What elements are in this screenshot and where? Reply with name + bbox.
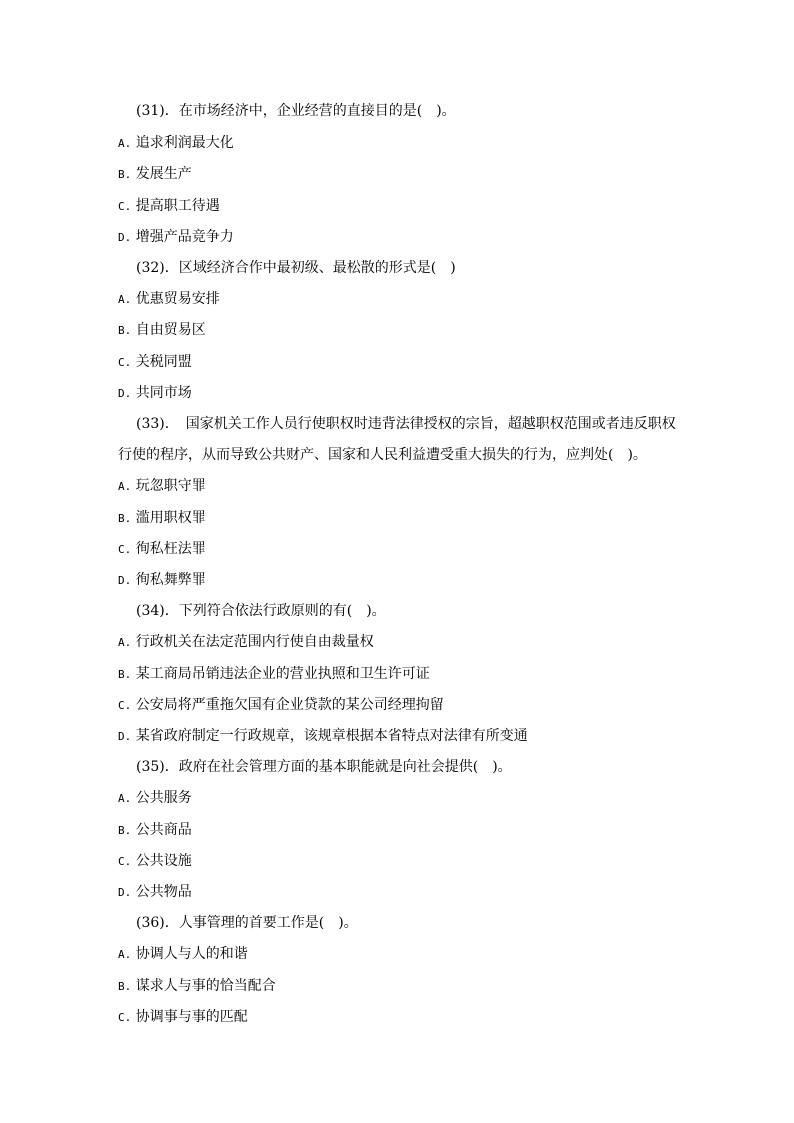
question-35-option-a [118,789,192,808]
option-text: 徇私枉法罪 [135,541,206,557]
option-letter: B. [118,668,132,681]
option-text: 公共物品 [135,884,192,900]
option-letter: A. [118,948,132,961]
option-text: 某工商局吊销违法企业的营业执照和卫生许可证 [135,666,430,682]
option-letter: B. [118,168,132,181]
question-32-option-d [118,384,192,403]
option-text: 公共服务 [135,790,192,806]
question-32-stem: (32)．区域经济合作中最初级、最松散的形式是( ) [136,260,456,276]
option-text: 增强产品竞争力 [135,229,234,245]
option-text: 共同市场 [135,385,192,401]
option-text: 滥用职权罪 [135,510,206,526]
option-letter: C. [118,1011,132,1024]
question-34-stem: (34)．下列符合依法行政原则的有( )。 [136,603,386,619]
option-text: 追求利润最大化 [135,135,234,151]
question-35-stem: (35)．政府在社会管理方面的基本职能就是向社会提供( )。 [136,759,512,775]
question-35-option-c [118,852,192,871]
question-33-option-b [118,509,206,528]
question-34-option-a [118,633,374,652]
option-letter: C. [118,543,132,556]
option-text: 发展生产 [135,166,192,182]
option-letter: A. [118,293,132,306]
option-letter: B. [118,324,132,337]
question-33-option-d [118,571,206,590]
option-text: 某省政府制定一行政规章，该规章根据本省特点对法律有所变通 [135,728,528,744]
question-31-option-b [118,165,192,184]
option-letter: C. [118,200,132,213]
question-35-option-d [118,883,192,902]
question-33-stem-line-2: 行使的程序，从而导致公共财产、国家和人民利益遭受重大损失的行为，应判处( )。 [118,447,647,463]
option-text: 公共商品 [135,822,192,838]
option-letter: B. [118,512,132,525]
option-letter: D. [118,231,132,244]
question-32-option-c [118,353,192,372]
option-text: 协调事与事的匹配 [135,1009,248,1025]
question-36-option-a [118,945,248,964]
option-letter: D. [118,387,132,400]
option-text: 徇私舞弊罪 [135,572,206,588]
question-35-option-b [118,821,192,840]
option-letter: A. [118,792,132,805]
option-text: 自由贸易区 [135,322,206,338]
question-31-option-a [118,134,234,153]
option-letter: D. [118,574,132,587]
question-32-option-a [118,290,220,309]
question-36-option-b [118,977,276,996]
question-31-option-d [118,228,234,247]
option-letter: D. [118,886,132,899]
option-text: 关税同盟 [135,354,192,370]
question-32-option-b [118,321,206,340]
option-letter: B. [118,824,132,837]
question-31-stem: (31)．在市场经济中，企业经营的直接目的是( )。 [136,103,456,119]
option-text: 谋求人与事的恰当配合 [135,978,276,994]
question-36-option-c [118,1008,248,1027]
question-33-option-a [118,477,206,496]
question-34-option-b [118,665,430,684]
option-letter: C. [118,699,132,712]
question-33-stem-line-1: (33)． 国家机关工作人员行使职权时违背法律授权的宗旨，超越职权范围或者违反职权 [136,416,676,432]
question-31-option-c [118,197,220,216]
option-letter: A. [118,636,132,649]
option-text: 玩忽职守罪 [135,478,206,494]
option-letter: C. [118,855,132,868]
option-text: 提高职工待遇 [135,198,220,214]
question-36-stem: (36)．人事管理的首要工作是( )。 [136,915,358,931]
option-letter: C. [118,356,132,369]
option-text: 公共设施 [135,853,192,869]
option-letter: A. [118,480,132,493]
question-34-option-d [118,727,528,746]
option-letter: A. [118,137,132,150]
option-text: 公安局将严重拖欠国有企业贷款的某公司经理拘留 [135,697,444,713]
option-letter: B. [118,980,132,993]
question-33-option-c [118,540,206,559]
question-34-option-c [118,696,444,715]
option-text: 行政机关在法定范围内行使自由裁量权 [135,634,374,650]
option-letter: D. [118,730,132,743]
option-text: 优惠贸易安排 [135,291,220,307]
option-text: 协调人与人的和谐 [135,946,248,962]
